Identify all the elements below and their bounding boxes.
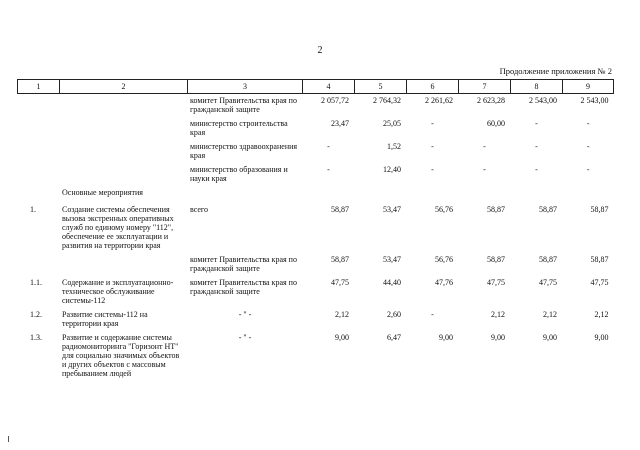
row-index: 1.1. <box>30 278 42 287</box>
table-row <box>18 140 614 163</box>
measure-name <box>60 140 188 163</box>
header-cell: 8 <box>511 80 563 94</box>
table-row <box>18 203 614 253</box>
value-cell: 9,00 <box>491 333 505 342</box>
executor: комитет Правительства края по гражданской защите <box>190 255 297 273</box>
value-cell: 2,12 <box>543 310 557 319</box>
value-cell: 47,76 <box>435 278 453 287</box>
value-cell: 12,40 <box>383 165 401 174</box>
value-cell: - <box>431 119 434 128</box>
measure-name: Создание системы обеспечения вызова экстренных оперативных служб по единому номеру "112", обеспечение ее эксплуатации и развития на территории края <box>62 205 174 250</box>
value-cell: 47,75 <box>590 278 609 287</box>
value-cell: 58,87 <box>590 205 609 214</box>
value-cell: - <box>535 165 538 174</box>
value-cell: 58,87 <box>590 255 609 264</box>
row-index <box>18 163 60 186</box>
executor: министерство здравоохранения края <box>190 142 298 160</box>
value-cell: 56,76 <box>435 255 453 264</box>
value-cell: 2 057,72 <box>321 96 349 105</box>
funding-rows <box>18 94 614 187</box>
header-cell: 5 <box>355 80 407 94</box>
executor: всего <box>190 205 209 214</box>
value-cell: 2,12 <box>335 310 349 319</box>
value-cell: 53,47 <box>383 205 401 214</box>
value-cell: - <box>586 119 590 128</box>
value-cell: - <box>535 142 538 151</box>
executor: комитет Правительства края по гражданской защите <box>190 96 297 114</box>
table-row <box>18 94 614 118</box>
value-cell: 25,05 <box>383 119 401 128</box>
row-index <box>18 253 60 276</box>
executor: - " - <box>238 333 252 342</box>
value-cell: 58,87 <box>539 255 557 264</box>
value-cell: - <box>431 165 434 174</box>
value-cell: 56,76 <box>435 205 453 214</box>
value-cell: 2 764,32 <box>373 96 401 105</box>
value-cell: - <box>431 310 434 319</box>
value-cell: 2,60 <box>387 310 401 319</box>
measure-name <box>60 94 188 118</box>
row-index <box>18 140 60 163</box>
measure-name: Развитие системы-112 на территории края <box>62 310 148 328</box>
table-row <box>18 117 614 140</box>
value-cell: 58,87 <box>539 205 557 214</box>
row-index: 1.2. <box>30 310 42 319</box>
executor: министерство образования и науки края <box>190 165 288 183</box>
value-cell: - <box>586 142 590 151</box>
executor: комитет Правительства края по гражданской защите <box>190 278 297 296</box>
value-cell: - <box>535 119 538 128</box>
header-cell: 1 <box>18 80 60 94</box>
measure-name <box>60 253 188 276</box>
value-cell: 6,47 <box>387 333 401 342</box>
section-heading-group <box>18 186 614 203</box>
value-cell: 2 623,28 <box>477 96 505 105</box>
table-row <box>18 331 614 381</box>
value-cell: 53,47 <box>383 255 401 264</box>
row-index: 1.3. <box>30 333 42 342</box>
value-cell: 2 543,00 <box>529 96 557 105</box>
value-cell: 58,87 <box>331 205 349 214</box>
value-cell: - <box>483 142 486 151</box>
value-cell: 58,87 <box>487 205 505 214</box>
value-cell: 9,00 <box>439 333 453 342</box>
value-cell: 2 543,00 <box>580 96 609 105</box>
row-index: 1. <box>30 205 36 214</box>
program-funding-table <box>17 79 614 381</box>
value-cell: 60,00 <box>487 119 505 128</box>
executor: министерство строительства края <box>190 119 288 137</box>
measure-rows <box>18 203 614 381</box>
value-cell: 23,47 <box>331 119 349 128</box>
value-cell: 58,87 <box>487 255 505 264</box>
table-row <box>18 276 614 308</box>
header-cell: 9 <box>563 80 614 94</box>
value-cell: 2,12 <box>491 310 505 319</box>
header-cell: 7 <box>459 80 511 94</box>
value-cell: 9,00 <box>594 333 609 342</box>
margin-mark <box>8 436 9 442</box>
value-cell: 44,40 <box>383 278 401 287</box>
value-cell: - <box>327 142 330 151</box>
page-number: 2 <box>317 45 323 56</box>
measure-name <box>60 163 188 186</box>
row-index <box>18 94 60 118</box>
value-cell: 47,75 <box>539 278 557 287</box>
value-cell: - <box>586 165 590 174</box>
value-cell: - <box>431 142 434 151</box>
table-row <box>18 253 614 276</box>
header-cell: 4 <box>303 80 355 94</box>
value-cell: 58,87 <box>331 255 349 264</box>
table-row <box>18 163 614 186</box>
measure-name <box>60 117 188 140</box>
value-cell: - <box>327 165 330 174</box>
section-title: Основные мероприятия <box>62 188 143 197</box>
value-cell: 47,75 <box>331 278 349 287</box>
measure-name: Содержание и эксплуатационно-техническое обслуживание системы-112 <box>62 278 174 305</box>
row-index <box>18 117 60 140</box>
header-cell: 3 <box>188 80 303 94</box>
value-cell: 2,12 <box>594 310 609 319</box>
value-cell: 1,52 <box>387 142 401 151</box>
value-cell: 9,00 <box>543 333 557 342</box>
column-number-row <box>18 80 614 94</box>
value-cell: 47,75 <box>487 278 505 287</box>
value-cell: 9,00 <box>335 333 349 342</box>
value-cell: - <box>483 165 486 174</box>
executor: - " - <box>238 310 252 319</box>
value-cell: 2 261,62 <box>425 96 453 105</box>
header-cell: 2 <box>60 80 188 94</box>
header-cell: 6 <box>407 80 459 94</box>
table-row <box>18 308 614 331</box>
measure-name: Развитие и содержание системы радиомониторинга "Горизонт НТ" для социально значимых объектов и других объектов с массовым пребыванием людей <box>62 333 180 378</box>
appendix-note: Продолжение приложения № 2 <box>499 66 612 76</box>
